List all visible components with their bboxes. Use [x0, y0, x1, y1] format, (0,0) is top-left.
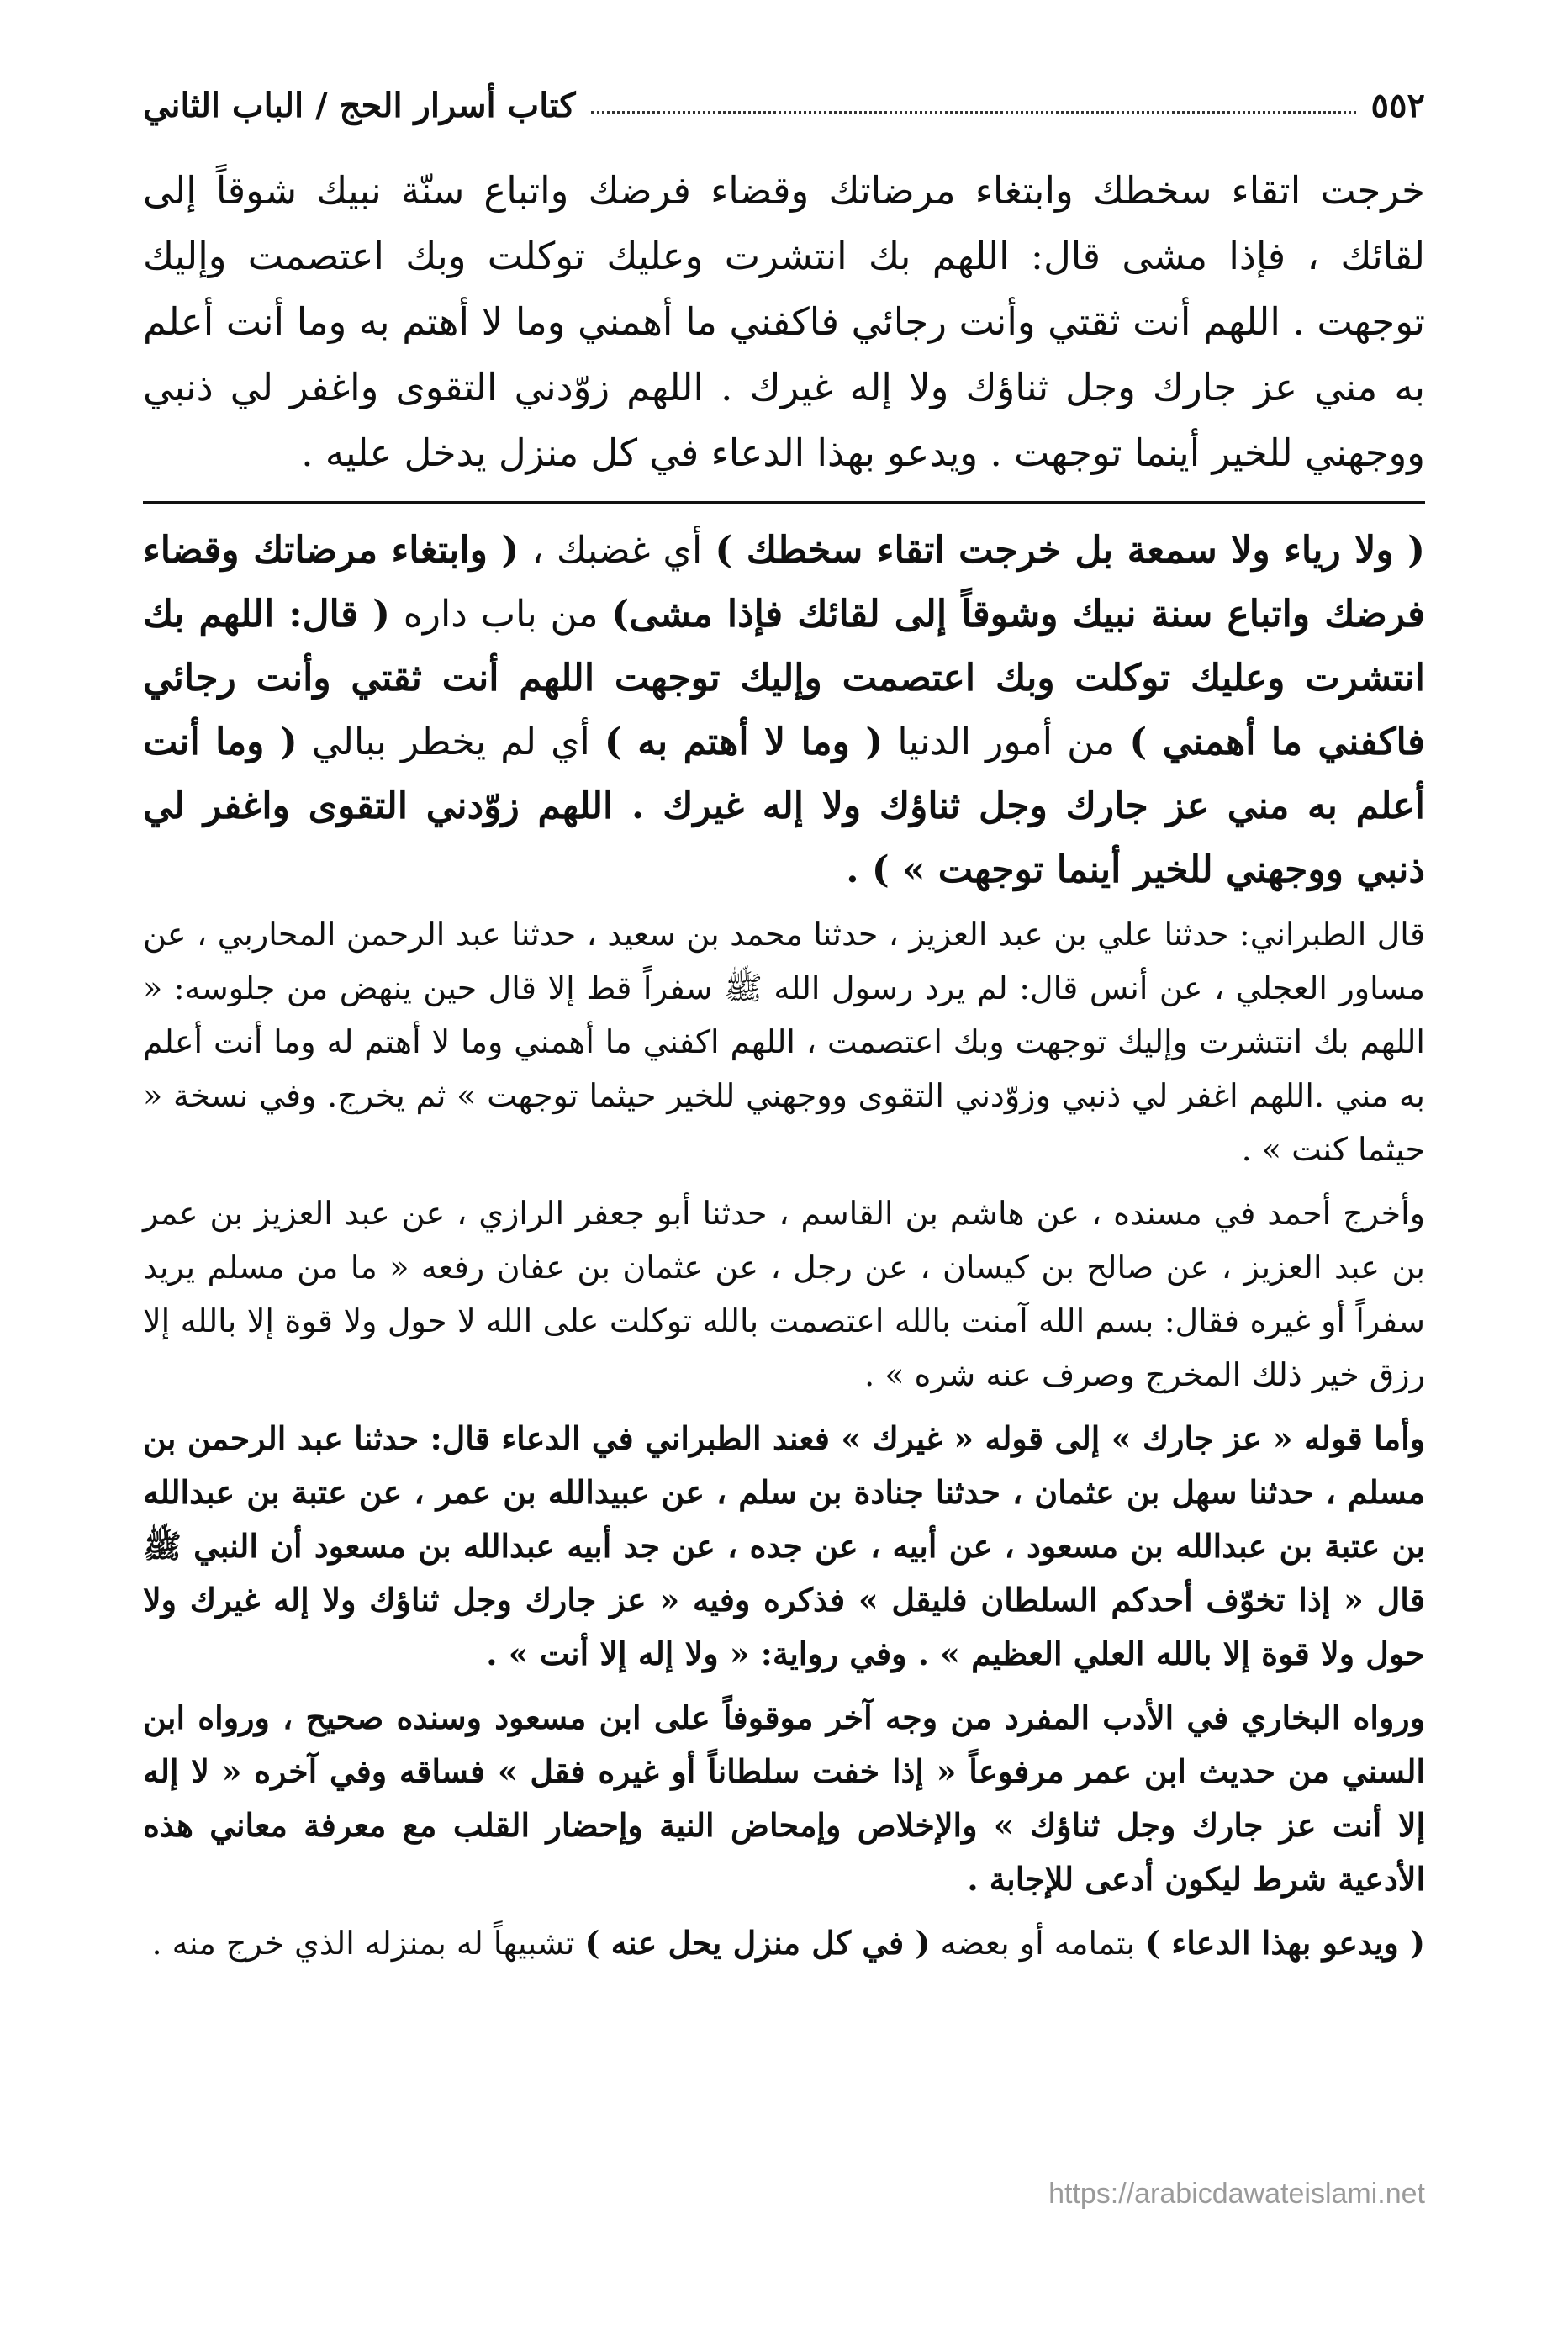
quoted-text: ( في كل منزل يحل عنه )	[584, 1924, 931, 1962]
quoted-text: ( ويدعو بهذا الدعاء )	[1145, 1924, 1425, 1962]
quoted-text: ( قال: اللهم بك انتشرت وعليك توكلت وبك اعتصمت وإليك توجهت اللهم أنت ثقتي وأنت رجائي فاكفني ما أهمني )	[143, 593, 1425, 763]
quoted-text: ( وابتغاء مرضاتك وقضاء فرضك واتباع سنة نبيك وشوقاً إلى لقائك فإذا مشى)	[143, 529, 1426, 636]
commentary-para-3: وأخرج أحمد في مسنده ، عن هاشم بن القاسم ، حدثنا أبو جعفر الرازي ، عن عبد العزيز بن عمر بن عبد العزيز ، عن صالح بن كيسان ، عن رجل ، عن عثمان بن عفان رفعه « ما من مسلم يريد سفراً أو غيره فقال: بسم الله آمنت بالله اعتصمت بالله توكلت على الله لا حول ولا قوة إلا بالله إلا رزق خير ذلك المخرج وصرف عنه شره » .	[143, 1195, 1425, 1393]
quoted-text: ( وما أنت أعلم به مني عز جارك وجل ثناؤك ولا إله غيرك . اللهم زوّدني التقوى واغفر لي ذنبي ووجهني للخير أينما توجهت » ) .	[143, 721, 1425, 891]
gloss-text: أي غضبك ،	[519, 529, 715, 572]
commentary-para-2: قال الطبراني: حدثنا علي بن عبد العزيز ، حدثنا محمد بن سعيد ، حدثنا عبد الرحمن المحاربي ، عن مساور العجلي ، عن أنس قال: لم يرد رسول الله ﷺ سفراً قط إلا قال حين ينهض من جلوسه: « اللهم بك انتشرت وإليك توجهت وبك اعتصمت ، اللهم اكفني ما أهمني وما لا أهتم له وما أنت أعلم به مني .اللهم اغفر لي ذنبي وزوّدني التقوى ووجهني للخير حيثما توجهت » ثم يخرج. وفي نسخة « حيثما كنت » .	[143, 916, 1425, 1168]
commentary-para-1	[143, 519, 1425, 902]
book-page	[143, 76, 1425, 1970]
quoted-text: ( وما لا أهتم به )	[604, 721, 884, 763]
gloss-text: بتمامه أو بعضه	[930, 1925, 1146, 1962]
commentary-para-4: وأما قوله « عز جارك » إلى قوله « غيرك » فعند الطبراني في الدعاء قال: حدثنا عبد الرحمن بن مسلم ، حدثنا سهل بن عثمان ، حدثنا جنادة بن سلم ، عن عبيدالله بن عمر ، عن عتبة بن عبدالله بن عتبة بن عبدالله بن مسعود ، عن أبيه ، عن جده ، عن جد أبيه عبدالله بن مسعود أن النبي ﷺ قال « إذا تخوّف أحدكم السلطان فليقل » فذكره وفيه « عز جارك وجل ثناؤك ولا إله غيرك ولا حول ولا قوة إلا بالله العلي العظيم » . وفي رواية: « ولا إله إلا أنت » .	[143, 1419, 1426, 1672]
gloss-text: من أمور الدنيا	[883, 721, 1130, 763]
quoted-text: ( ولا رياء ولا سمعة بل خرجت اتقاء سخطك )	[715, 529, 1425, 572]
header-dots	[591, 111, 1356, 114]
site-watermark: https://arabicdawateislami.net	[1048, 2178, 1425, 2210]
gloss-text: تشبيهاً له بمنزله الذي خرج منه .	[151, 1925, 585, 1962]
commentary-para-6	[143, 1916, 1425, 1970]
commentary-para-5: ورواه البخاري في الأدب المفرد من وجه آخر موقوفاً على ابن مسعود وسنده صحيح ، ورواه ابن السني من حديث ابن عمر مرفوعاً « إذا خفت سلطاناً أو غيره فقل » فساقه وفي آخره « لا إله إلا أنت عز جارك وجل ثناؤك » والإخلاص وإمحاض النية وإحضار القلب مع معرفة معاني هذه الأدعية شرط ليكون أدعى للإجابة .	[143, 1698, 1425, 1898]
page-number: ٥٥٢	[1370, 85, 1425, 125]
main-text: خرجت اتقاء سخطك وابتغاء مرضاتك وقضاء فرضك واتباع سنّة نبيك شوقاً إلى لقائك ، فإذا مشى قال: اللهم بك انتشرت وعليك توكلت وبك اعتصمت وإليك توجهت . اللهم أنت ثقتي وأنت رجائي فاكفني ما أهمني وما لا أهتم به وما أنت أعلم به مني عز جارك وجل ثناؤك ولا إله غيرك . اللهم زوّدني التقوى واغفر لي ذنبي ووجهني للخير أينما توجهت . ويدعو بهذا الدعاء في كل منزل يدخل عليه .	[143, 168, 1425, 475]
gloss-text: من باب داره	[389, 593, 612, 636]
gloss-text: أي لم يخطر ببالي	[297, 721, 604, 763]
page-header	[143, 76, 1425, 135]
separator-rule	[143, 501, 1425, 504]
running-title: كتاب أسرار الحج / الباب الثاني	[143, 85, 576, 125]
